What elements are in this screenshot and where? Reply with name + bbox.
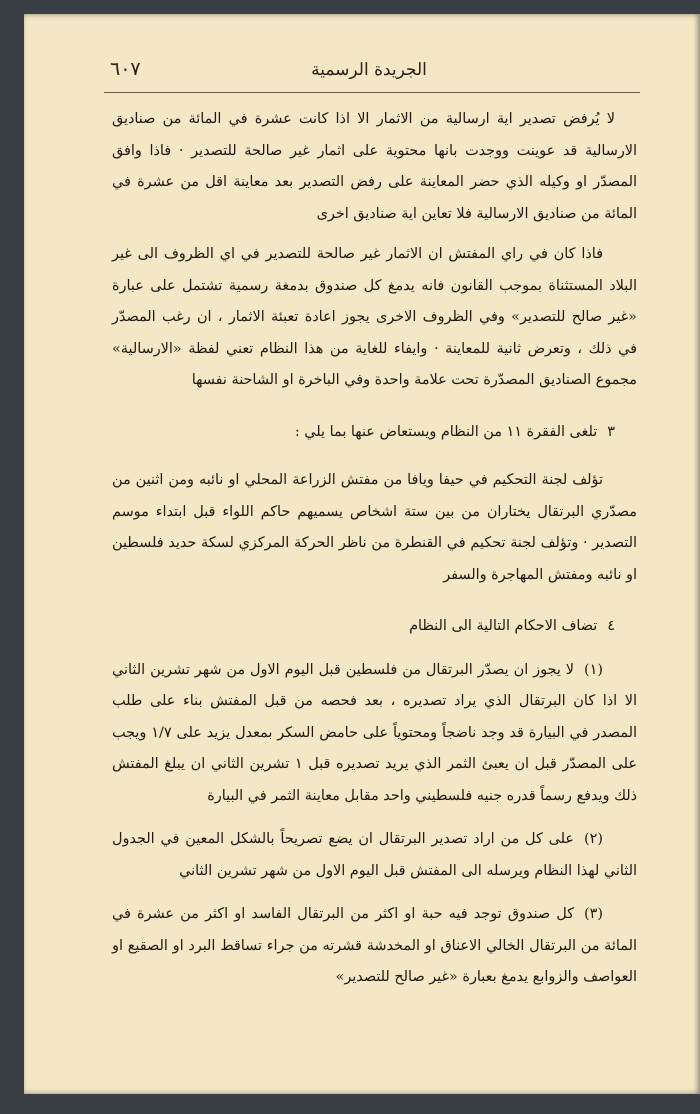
page-number: ٦٠٧ bbox=[110, 58, 141, 80]
clause-number: (١) bbox=[584, 661, 603, 678]
section-number: ٤ bbox=[607, 618, 615, 634]
paragraph-1: لا يُرفض تصدير اية ارسالية من الاثمار الا اذا كانت عشرة في المائة من صناديق الارسالية قد عوينت ووجدت بانها محتوية على اثمار غير صالحة للتصدير · فاذا وافق المصدّر او وكيله الذي حضر المعاينة على رفض التصدير بعد معاينة اقل من عشرة في المائة من صناديق الارسالية فلا تعاين اية صناديق اخرى bbox=[112, 111, 637, 222]
clause-number: (٣) bbox=[584, 906, 603, 922]
paragraph-4: تؤلف لجنة التحكيم في حيفا ويافا من مفتش الزراعة المحلي او نائبه ومن اثنين من مصدّري البرتقال يختاران من بين ستة اشخاص يسميهم حاكم اللواء قبل ابتداء موسم التصدير · وتؤلف لجنة تحكيم في القنطرة من ناظر الحركة المركزي لسكة حديد فلسطين او نائبه ومفتش المهاجرة والسفر bbox=[112, 472, 637, 583]
page-header bbox=[98, 52, 640, 92]
page-body bbox=[112, 104, 637, 994]
paragraph-2: فاذا كان في راي المفتش ان الاثمار غير صالحة للتصدير في اي الظروف الى غير البلاد المستثناة بموجب القانون فانه يدمغ كل صندوق بدمغة رسمية تشتمل على عبارة «غير صالح للتصدير» وفي الظروف الاخرى يجوز اعادة تعبئة الاثمار ، ان رغب المصدّر في ذلك ، وتعرض ثانية للمعاينة · وايفاء للغاية من هذا النظام تعني لفظة «الارسالية» مجموع الصناديق المصدّرة تحت علامة واحدة وفي الباخرة او الشاحنة نفسها bbox=[112, 246, 637, 388]
paragraph-5: ٤تضاف الاحكام التالية الى النظام bbox=[409, 618, 615, 634]
clause-number: (٢) bbox=[584, 831, 603, 847]
section-number: ٣ bbox=[607, 423, 615, 440]
page-title: الجريدة الرسمية bbox=[311, 60, 427, 80]
paragraph-3: ٣تلغى الفقرة ١١ من النظام ويستعاض عنها بما يلي : bbox=[294, 423, 615, 440]
paragraph-7: (٢)على كل من اراد تصدير البرتقال ان يضع تصريحاً بالشكل المعين في الجدول الثاني لهذا النظام ويرسله الى المفتش قبل اليوم الاول من شهر تشرين الثاني bbox=[112, 831, 637, 879]
paragraph-8: (٣)كل صندوق توجد فيه حبة او اكثر من البرتقال الفاسد او اكثر من عشرة في المائة من البرتقال الخالي الاعناق او المخدشة قشرته من جراء تساقط البرد او الصقيع او العواصف والزوابع يدمغ بعبارة «غير صالح للتصدير» bbox=[112, 906, 637, 985]
paragraph-6: (١)لا يجوز ان يصدّر البرتقال من فلسطين قبل اليوم الاول من شهر تشرين الثاني الا اذا كان البرتقال الذي يراد تصديره ، بعد فحصه من قبل المفتش بناء على طلب المصدر في البيارة قد وجد ناضجاً ومحتوياً على حامض السكر بمعدل يزيد على ١/٧ ويجب على المصدّر قبل ان يعبئ الثمر الذي يريد تصديره قبل ١ تشرين الثاني ان يبلغ المفتش ذلك ويدفع رسماً قدره جنيه فلسطيني واحد مقابل معاينة الثمر في البيارة bbox=[112, 661, 638, 804]
header-rule bbox=[104, 92, 640, 93]
